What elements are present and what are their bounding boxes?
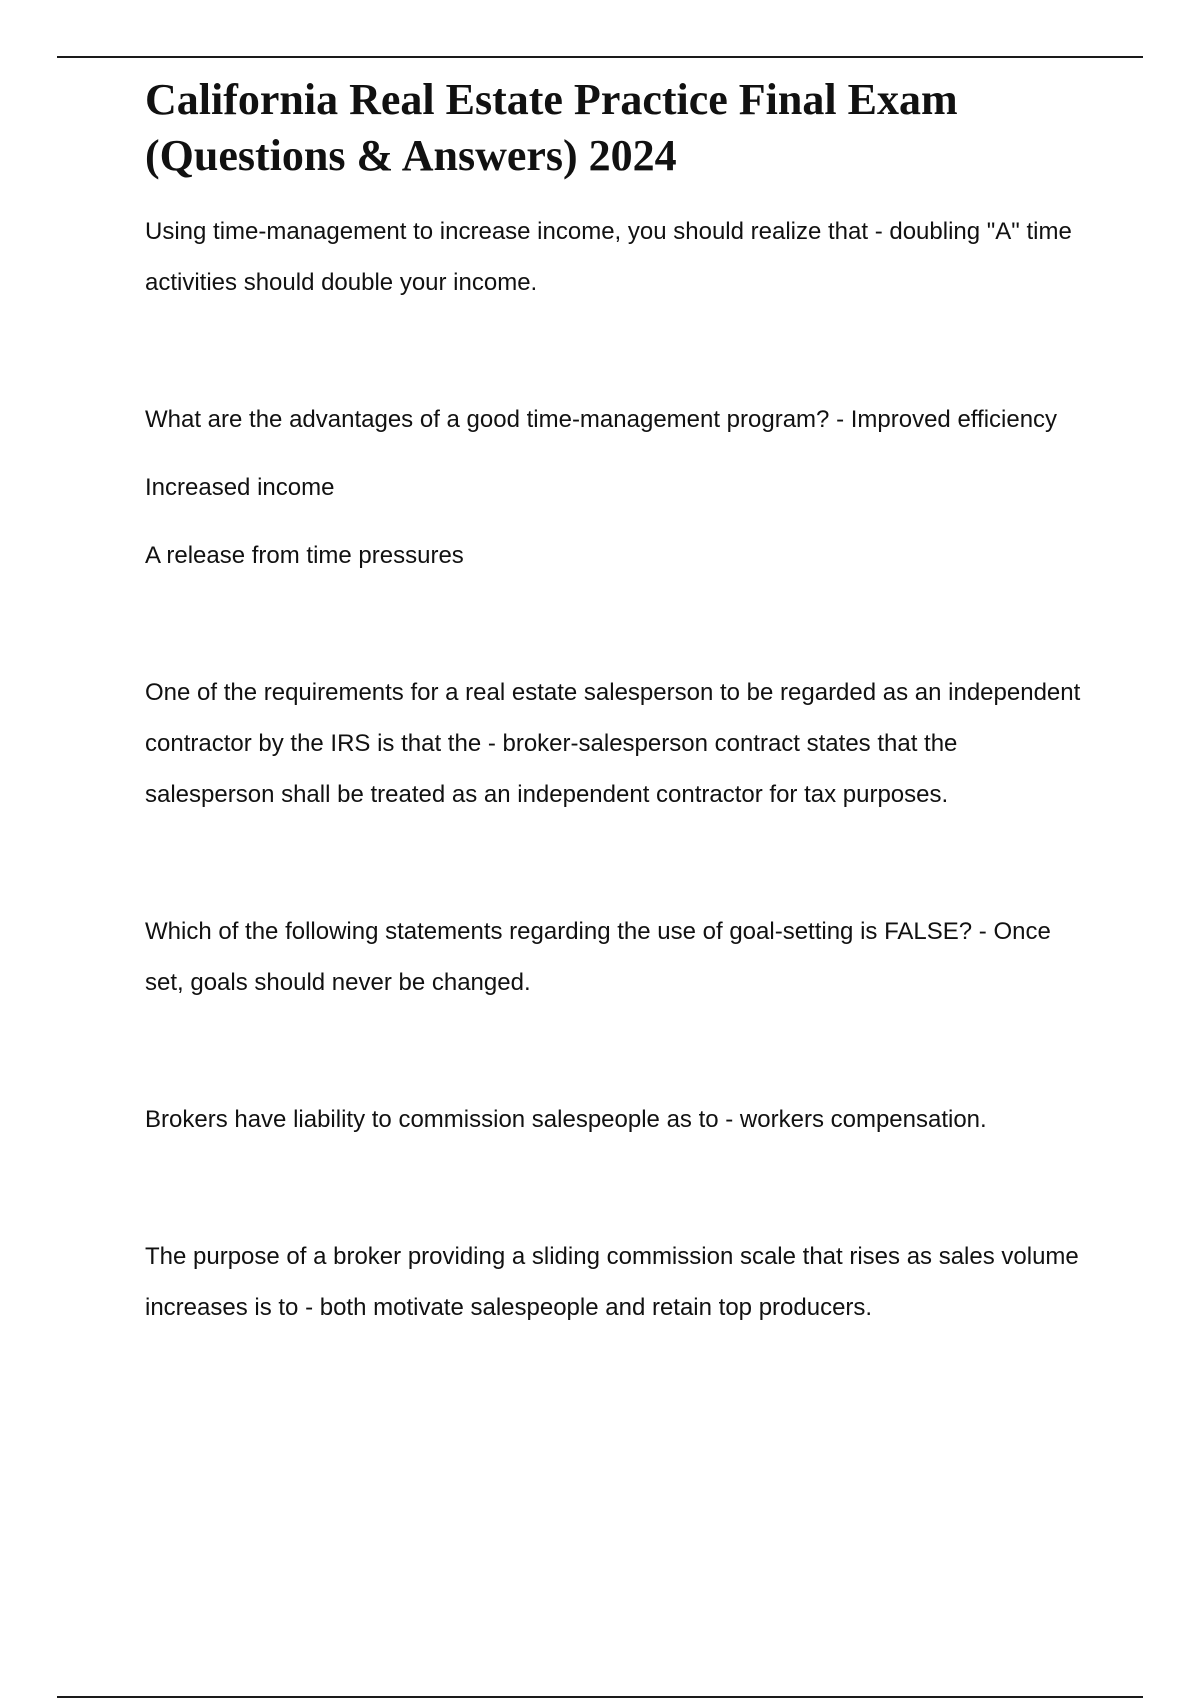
qa-text: Brokers have liability to commission salespeople as to - workers compensation. xyxy=(145,1106,987,1133)
qa-text: Increased income xyxy=(145,474,335,501)
top-divider xyxy=(57,56,1143,58)
qa-item xyxy=(145,906,1085,1008)
qa-text: Which of the following statements regarding the use of goal-setting is FALSE? - Once set, goals should never be changed. xyxy=(145,918,1051,996)
qa-text: What are the advantages of a good time-management program? - Improved efficiency xyxy=(145,406,1058,433)
qa-item xyxy=(145,1094,1085,1145)
qa-item xyxy=(145,667,1085,820)
qa-item xyxy=(145,1231,1085,1333)
qa-text: A release from time pressures xyxy=(145,542,464,569)
qa-text: One of the requirements for a real estate salesperson to be regarded as an independent contractor by the IRS is that the - broker-salesperson contract states that the salesperson shall be treated as an independent contractor for tax purposes. xyxy=(145,679,1081,808)
document-title: California Real Estate Practice Final Exam (Questions & Answers) 2024 xyxy=(145,75,958,180)
qa-item xyxy=(145,394,1085,581)
document-body xyxy=(145,72,1085,1333)
qa-text: The purpose of a broker providing a sliding commission scale that rises as sales volume increases is to - both motivate salespeople and retain top producers. xyxy=(145,1243,1079,1321)
qa-item xyxy=(145,206,1085,308)
qa-text: Using time-management to increase income, you should realize that - doubling "A" time activities should double your income. xyxy=(145,218,1072,296)
bottom-divider xyxy=(57,1696,1143,1698)
